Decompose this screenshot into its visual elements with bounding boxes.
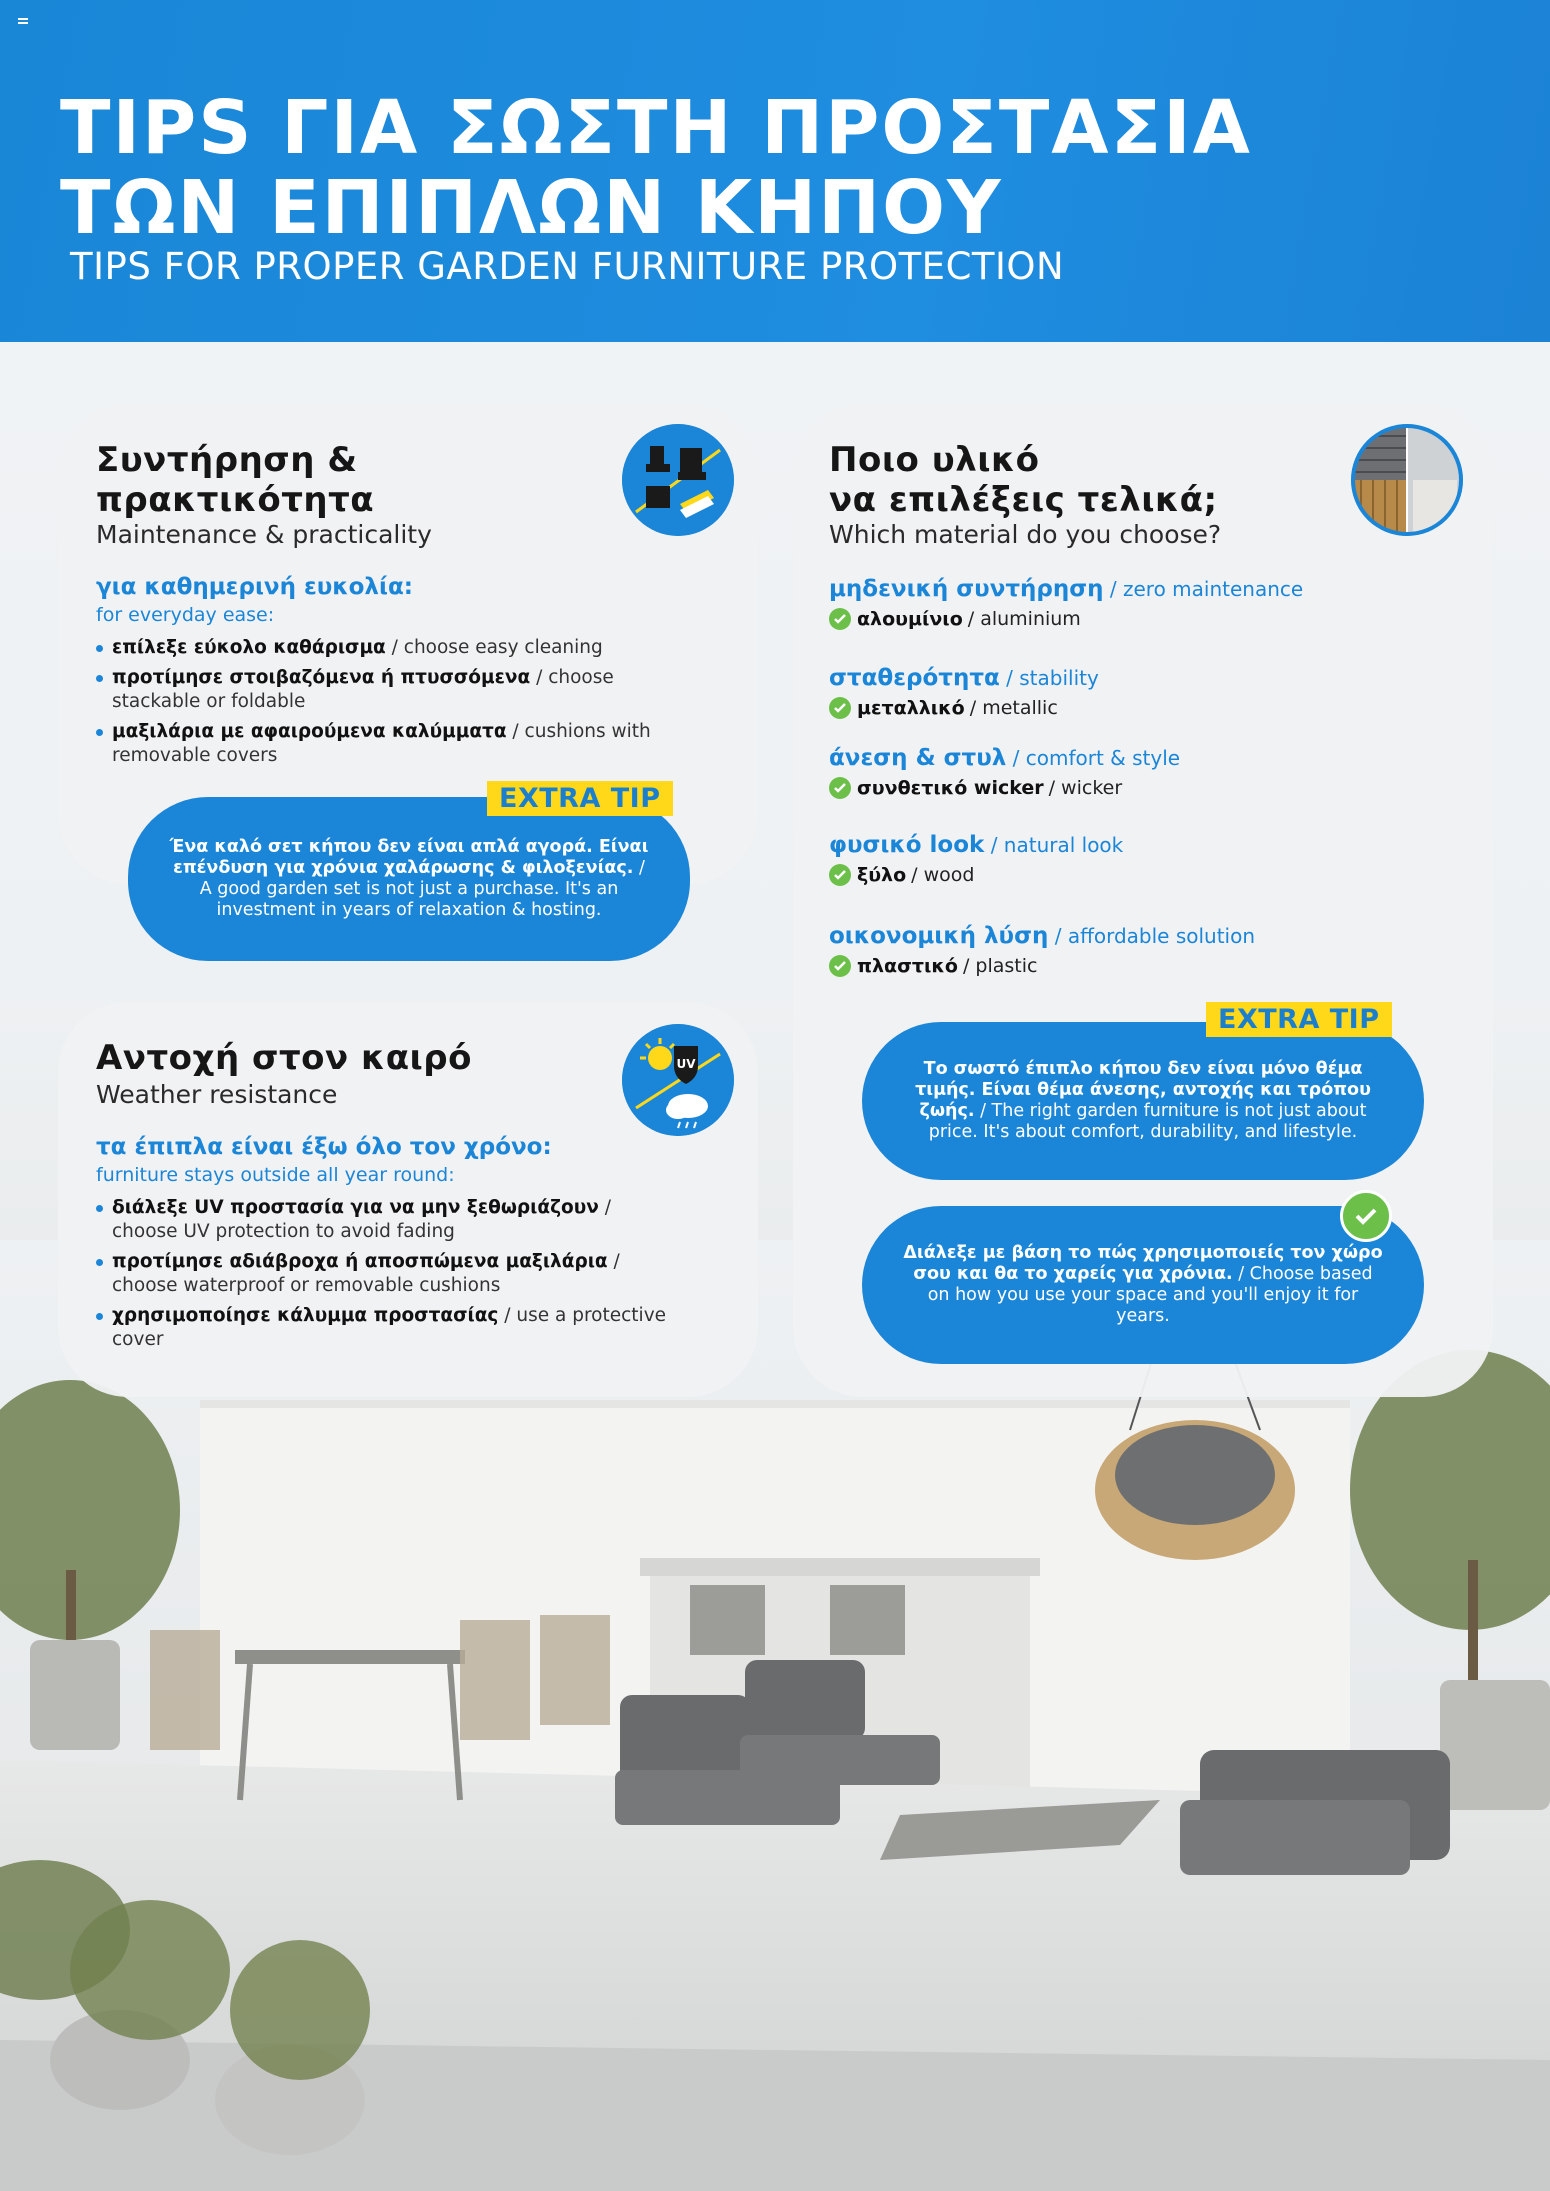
menu-icon[interactable] (18, 18, 28, 26)
maintenance-tip-gr: Ένα καλό σετ κήπου δεν είναι απλά αγορά. Είναι επένδυση για χρόνια χαλάρωσης & φιλοξενίας. (169, 837, 649, 878)
material-samples-icon (1351, 424, 1463, 536)
page-title (60, 85, 1260, 251)
check-icon (829, 864, 851, 886)
weather-card (58, 1002, 758, 1397)
material-title-line-2: να επιλέξεις τελικά; (829, 480, 1218, 520)
material-item-wicker: άνεση & στυλ / comfort & style συνθετικό wicker / wicker (829, 745, 1181, 799)
material-tip-gr: Το σωστό έπιπλο κήπου δεν είναι μόνο θέμα τιμής. Είναι θέμα άνεσης, αντοχής και τρόπου ζωής. (915, 1059, 1371, 1121)
maintenance-tip-en: / A good garden set is not just a purchase. It's an investment in years of relaxation & hosting. (199, 858, 645, 920)
check-icon (829, 955, 851, 977)
list-item: προτίμησε στοιβαζόμενα ή πτυσσόμενα / choose stackable or foldable (96, 666, 656, 714)
maintenance-subtitle-gr: για καθημερινή ευκολία: (96, 574, 413, 600)
header-banner (0, 0, 1550, 342)
list-item: χρησιμοποίησε κάλυμμα προστασίας / use a protective cover (96, 1304, 676, 1352)
furniture-stack-icon (622, 424, 734, 536)
maintenance-bullet-list (96, 636, 656, 774)
material-title-en: Which material do you choose? (829, 520, 1222, 549)
material-title (829, 440, 1218, 520)
page-subtitle: TIPS FOR PROPER GARDEN FURNITURE PROTECTION (70, 245, 1065, 288)
extra-tip-badge: EXTRA TIP (487, 781, 673, 816)
extra-tip-badge: EXTRA TIP (1206, 1002, 1392, 1037)
material-tip-pill (862, 1022, 1424, 1180)
check-icon (829, 777, 851, 799)
weather-bullet-list (96, 1196, 676, 1358)
material-tip-en: / The right garden furniture is not just about price. It's about comfort, durability, and lifestyle. (928, 1101, 1367, 1142)
page-title-line-2: ΤΩΝ ΕΠΙΠΛΩΝ ΚΗΠΟΥ (60, 165, 1003, 251)
maintenance-title-line-2: πρακτικότητα (96, 480, 375, 520)
choose-tip-en: / Choose based on how you use your space and you'll enjoy it for years. (927, 1264, 1373, 1326)
material-item-wood: φυσικό look / natural look ξύλο / wood (829, 832, 1124, 886)
maintenance-title-line-1: Συντήρηση & (96, 440, 358, 480)
material-item-metallic: σταθερότητα / stability μεταλλικό / metallic (829, 665, 1099, 719)
maintenance-title-en: Maintenance & practicality (96, 520, 432, 549)
choose-tip-pill (862, 1206, 1424, 1364)
list-item: προτίμησε αδιάβροχα ή αποσπώμενα μαξιλάρια / choose waterproof or removable cushions (96, 1250, 676, 1298)
list-item: διάλεξε UV προστασία για να μην ξεθωριάζουν / choose UV protection to avoid fading (96, 1196, 676, 1244)
weather-subtitle-gr: τα έπιπλα είναι έξω όλο τον χρόνο: (96, 1134, 552, 1160)
weather-title: Αντοχή στον καιρό (96, 1038, 472, 1078)
page-title-line-1: TIPS ΓΙΑ ΣΩΣΤΗ ΠΡΟΣΤΑΣΙΑ (60, 85, 1252, 171)
weather-subtitle-en: furniture stays outside all year round: (96, 1164, 455, 1186)
check-icon (829, 697, 851, 719)
material-title-line-1: Ποιο υλικό (829, 440, 1040, 480)
maintenance-tip-pill (128, 797, 690, 961)
maintenance-title (96, 440, 374, 520)
choose-tip-gr: Διάλεξε με βάση το πώς χρησιμοποιείς τον χώρο σου και θα το χαρείς για χρόνια. (903, 1243, 1383, 1284)
uv-weather-icon (622, 1024, 734, 1136)
uv-label: UV (676, 1057, 696, 1071)
material-item-plastic: οικονομική λύση / affordable solution πλαστικό / plastic (829, 923, 1256, 977)
list-item: μαξιλάρια με αφαιρούμενα καλύμματα / cushions with removable covers (96, 720, 656, 768)
list-item: επίλεξε εύκολο καθάρισμα / choose easy cleaning (96, 636, 656, 660)
check-badge-icon (1340, 1190, 1392, 1242)
check-icon (829, 608, 851, 630)
maintenance-subtitle-en: for everyday ease: (96, 604, 275, 626)
material-item-aluminium: μηδενική συντήρηση / zero maintenance αλουμίνιο / aluminium (829, 576, 1304, 630)
weather-title-en: Weather resistance (96, 1080, 338, 1109)
